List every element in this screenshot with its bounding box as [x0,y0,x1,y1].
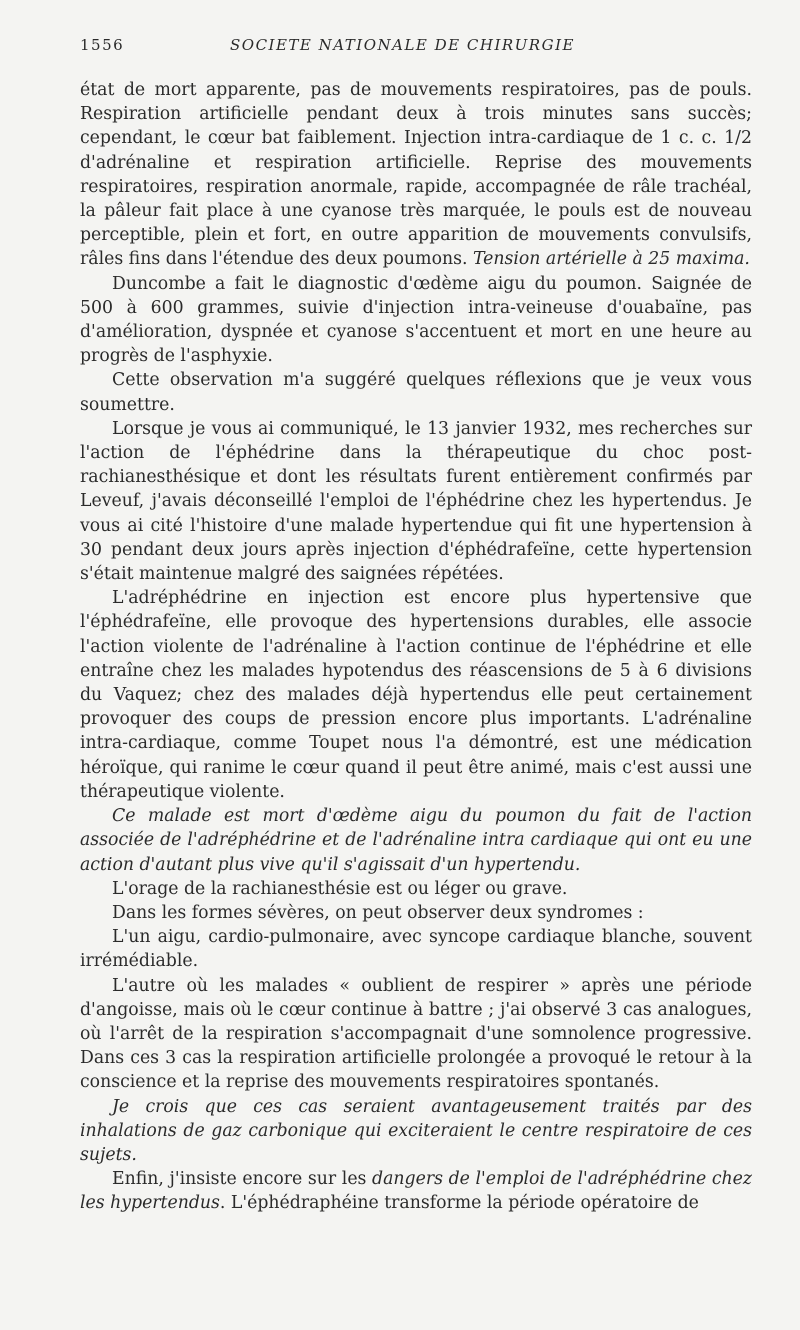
paragraph: état de mort apparente, pas de mouvements respiratoires, pas de pouls. Respiration artificielle pendant deux à trois minutes sans succès; cependant, le cœur bat faiblement. Injection intra-cardiaque de 1 c. c. 1/2 d'adrénaline et respiration artificielle. Reprise des mouvements respiratoires, respiration anormale, rapide, accompagnée de râle trachéal, la pâleur fait place à une cyanose très marquée, le pouls est de nouveau perceptible, plein et fort, en outre apparition de mouvements convulsifs, râles fins dans l'étendue des deux poumons. Tension artérielle à 25 maxima. [80,80,752,270]
paragraph: Cette observation m'a suggéré quelques réflexions que je veux vous soumettre. [80,370,752,415]
italic-conclusion: Ce malade est mort d'œdème aigu du poumon du fait de l'action associée de l'adréphédrine et de l'adrénaline intra cardiaque qui ont eu une action d'autant plus vive qu'il s'agissait d'un hypertendu. [80,806,752,875]
paragraph: Enfin, j'insiste encore sur les dangers de l'emploi de l'adréphédrine chez les hypertendus. L'éphédraphéine transforme la période opératoire de [80,1169,752,1214]
paragraph: L'orage de la rachianesthésie est ou léger ou grave. [112,878,568,899]
running-title: SOCIETE NATIONALE DE CHIRURGIE [230,36,575,54]
paragraph: Lorsque je vous ai communiqué, le 13 janvier 1932, mes recherches sur l'action de l'éphédrine dans la thérapeutique du choc post-rachianesthésique et dont les résultats furent entièrement confirmés par Leveuf, j'avais déconseillé l'emploi de l'éphédrine chez les hypertendus. Je vous ai cité l'histoire d'une malade hypertendue qui fit une hypertension à 30 pendant deux jours après injection d'éphédrafeïne, cette hypertension s'était maintenue malgré des saignées répétées. [80,418,752,585]
paragraph: L'adréphédrine en injection est encore plus hypertensive que l'éphédrafeïne, elle provoque des hypertensions durables, elle associe l'action violente de l'adrénaline à l'action continue de l'éphédrine et elle entraîne chez les malades hypotendus des réascensions de 5 à 6 divisions du Vaquez; chez des malades déjà hypertendus elle peut certainement provoquer des coups de pression encore plus importants. L'adrénaline intra-cardiaque, comme Toupet nous l'a démontré, est une médication héroïque, qui ranime le cœur quand il peut être animé, mais c'est aussi une thérapeutique violente. [80,588,752,802]
body-text [80,78,752,1216]
page-number: 1556 [80,36,125,54]
italic-recommendation: Je crois que ces cas seraient avantageusement traités par des inhalations de gaz carbonique qui exciteraient le centre respiratoire de ces sujets. [80,1096,752,1165]
paragraph: Duncombe a fait le diagnostic d'œdème aigu du poumon. Saignée de 500 à 600 grammes, suivie d'injection intra-veineuse d'ouabaïne, pas d'amélioration, dyspnée et cyanose s'accentuent et mort en une heure au progrès de l'asphyxie. [80,273,752,367]
page-header [80,36,752,60]
paragraph: L'un aigu, cardio-pulmonaire, avec syncope cardiaque blanche, souvent irrémédiable. [80,927,752,972]
paragraph: Dans les formes sévères, on peut observer deux syndromes : [112,902,644,923]
paragraph: L'autre où les malades « oublient de respirer » après une période d'angoisse, mais où le cœur continue à battre ; j'ai observé 3 cas analogues, où l'arrêt de la respiration s'accompagnait d'une somnolence progressive. Dans ces 3 cas la respiration artificielle prolongée a provoqué le retour à la conscience et la reprise des mouvements respiratoires spontanés. [80,975,752,1093]
